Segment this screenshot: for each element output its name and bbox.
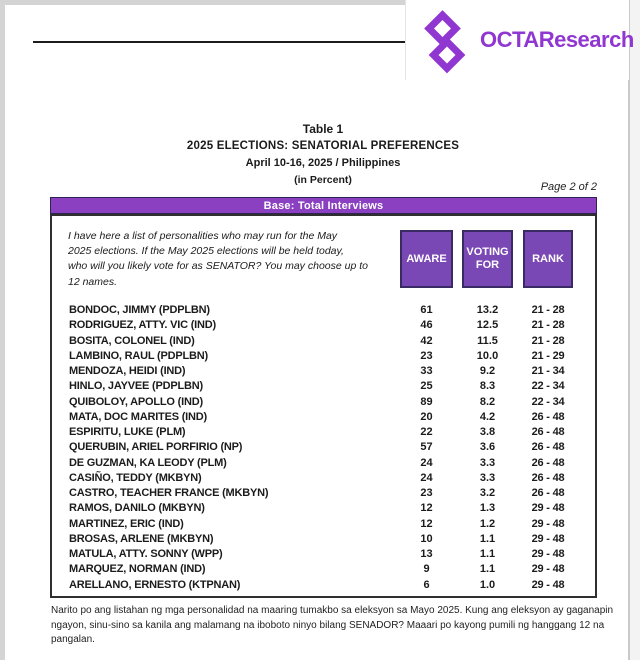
question-line: I have here a list of personalities who may run for the May — [68, 230, 338, 242]
rank-value: 29 - 48 — [531, 563, 565, 576]
base-total-interviews-bar — [50, 197, 597, 214]
rank-value: 29 - 48 — [531, 532, 565, 545]
octa-research-logo — [405, 0, 634, 80]
column-header-voting-for — [462, 230, 513, 288]
aware-value: 25 — [420, 380, 433, 393]
table-row — [52, 334, 595, 349]
aware-value: 9 — [423, 563, 430, 576]
rank-value: 29 - 48 — [531, 502, 565, 515]
candidate-name: MATULA, ATTY. SONNY (WPP) — [69, 548, 223, 560]
voting-for-value: 4.2 — [479, 410, 496, 423]
candidate-name: MARTINEZ, ERIC (IND) — [69, 517, 184, 530]
rank-value: 26 - 48 — [531, 441, 565, 454]
rank-value: 21 - 28 — [531, 334, 565, 347]
aware-value: 10 — [420, 532, 433, 545]
candidate-name: CASTRO, TEACHER FRANCE (MKBYN) — [69, 487, 269, 499]
voting-for-value: 3.6 — [479, 441, 496, 454]
rank-value: 22 - 34 — [531, 395, 565, 408]
candidate-name: QUERUBIN, ARIEL PORFIRIO (NP) — [69, 441, 243, 454]
table-row — [52, 578, 595, 593]
table-row — [52, 410, 595, 425]
aware-value: 23 — [420, 487, 433, 499]
candidate-name: BROSAS, ARLENE (MKBYN) — [69, 532, 214, 545]
candidate-name: MENDOZA, HEIDI (IND) — [69, 365, 186, 377]
footnote-line: ngayon, sinu-sino sa kanila ang malamang na iboboto ninyo bilang SENADOR? Maaari po kayong pumili ng hanggang 12 na — [51, 619, 605, 631]
table-row — [52, 349, 595, 364]
voting-for-value: 1.1 — [479, 563, 496, 576]
page-edge-left — [0, 0, 5, 660]
table-row — [52, 364, 595, 379]
footnote-line: Narito po ang listahan ng mga personalidad na maaring tumakbo sa eleksyon sa Mayo 2025. Kung ang eleksyon ay gaganapin — [51, 605, 614, 616]
candidate-name: RODRIGUEZ, ATTY. VIC (IND) — [69, 319, 216, 332]
table-row — [52, 547, 595, 562]
rank-value: 21 - 29 — [531, 349, 565, 362]
voting-for-value: 12.5 — [476, 319, 499, 332]
preferences-table — [50, 214, 597, 598]
title-block — [0, 122, 640, 186]
table-row — [52, 517, 595, 532]
rank-value: 29 - 48 — [531, 517, 565, 530]
rank-value: 26 - 48 — [531, 487, 565, 499]
voting-for-value: 3.3 — [479, 456, 496, 469]
footnote-line: pangalan. — [51, 634, 95, 646]
aware-value: 24 — [420, 471, 433, 484]
voting-for-value: 3.3 — [479, 471, 496, 484]
table-row — [52, 303, 595, 318]
rank-value: 26 - 48 — [531, 456, 565, 469]
candidate-name: MATA, DOC MARITES (IND) — [69, 410, 207, 423]
aware-value: 22 — [420, 426, 433, 438]
rank-value: 21 - 34 — [531, 365, 565, 377]
table-rows — [52, 303, 595, 593]
aware-value: 13 — [420, 548, 433, 560]
octa-diamonds-icon — [420, 4, 474, 76]
header-rule — [33, 41, 420, 43]
voting-for-value: 1.1 — [479, 532, 496, 545]
aware-value: 6 — [423, 578, 430, 591]
voting-for-value: 10.0 — [476, 349, 499, 362]
candidate-name: BONDOC, JIMMY (PDPLBN) — [69, 304, 210, 316]
column-header-label: VOTING FOR — [466, 246, 509, 271]
aware-value: 12 — [420, 517, 433, 530]
column-header-label: AWARE — [406, 252, 447, 265]
candidate-name: BOSITA, COLONEL (IND) — [69, 334, 195, 347]
aware-value: 33 — [420, 365, 433, 377]
candidate-name: DE GUZMAN, KA LEODY (PLM) — [69, 456, 227, 469]
voting-for-value: 8.3 — [479, 380, 496, 393]
voting-for-value: 3.8 — [479, 426, 496, 438]
aware-value: 12 — [420, 502, 433, 515]
rank-value: 26 - 48 — [531, 410, 565, 423]
survey-question — [68, 229, 368, 290]
table-title: 2025 ELECTIONS: SENATORIAL PREFERENCES — [186, 140, 460, 152]
question-line: 2025 elections. If the May 2025 elections will be held today, — [68, 245, 344, 258]
table-row — [52, 501, 595, 516]
column-header-rank — [523, 230, 573, 288]
rank-value: 21 - 28 — [531, 304, 565, 316]
candidate-name: ESPIRITU, LUKE (PLM) — [69, 426, 186, 438]
question-line: 12 names. — [68, 275, 118, 288]
column-header-label: RANK — [532, 252, 564, 265]
aware-value: 46 — [420, 319, 433, 332]
candidate-name: ARELLANO, ERNESTO (KTPNAN) — [69, 578, 241, 591]
candidate-name: CASIÑO, TEDDY (MKBYN) — [69, 471, 202, 484]
candidate-name: HINLO, JAYVEE (PDPLBN) — [69, 380, 203, 393]
base-bar-label: Base: Total Interviews — [263, 199, 384, 212]
candidate-name: LAMBINO, RAUL (PDPLBN) — [69, 349, 208, 362]
rank-value: 29 - 48 — [531, 548, 565, 560]
footnote — [51, 604, 636, 648]
table-number: Table 1 — [302, 122, 344, 136]
aware-value: 61 — [420, 304, 433, 316]
candidate-name: RAMOS, DANILO (MKBYN) — [69, 502, 205, 515]
table-row — [52, 318, 595, 333]
table-row — [52, 562, 595, 577]
aware-value: 57 — [420, 441, 433, 454]
voting-for-value: 13.2 — [476, 304, 499, 316]
page-edge-right-margin — [630, 0, 640, 660]
question-line: who will you likely vote for as SENATOR? You may choose up to — [68, 260, 368, 273]
rank-value: 26 - 48 — [531, 471, 565, 484]
aware-value: 42 — [420, 334, 433, 347]
aware-value: 23 — [420, 349, 433, 362]
voting-for-value: 3.2 — [479, 487, 496, 499]
table-row — [52, 440, 595, 455]
voting-for-value: 8.2 — [479, 395, 496, 408]
table-row — [52, 532, 595, 547]
candidate-name: QUIBOLOY, APOLLO (IND) — [69, 395, 203, 408]
rank-value: 29 - 48 — [531, 578, 565, 591]
table-row — [52, 379, 595, 394]
table-row — [52, 471, 595, 486]
voting-for-value: 1.3 — [479, 502, 496, 515]
page-number-label: Page 2 of 2 — [540, 181, 597, 193]
voting-for-value: 1.2 — [479, 517, 496, 530]
page-edge-top — [0, 0, 406, 5]
table-row — [52, 395, 595, 410]
candidate-name: MARQUEZ, NORMAN (IND) — [69, 563, 206, 576]
table-row — [52, 486, 595, 501]
table-row — [52, 425, 595, 440]
table-row — [52, 456, 595, 471]
aware-value: 24 — [420, 456, 433, 469]
voting-for-value: 1.0 — [479, 578, 496, 591]
logo-wordmark: OCTAResearch — [480, 27, 634, 52]
table-unit: (in Percent) — [294, 174, 352, 186]
rank-value: 22 - 34 — [531, 380, 565, 393]
voting-for-value: 1.1 — [479, 548, 496, 560]
rank-value: 26 - 48 — [531, 426, 565, 438]
aware-value: 20 — [420, 410, 433, 423]
voting-for-value: 9.2 — [479, 365, 496, 377]
voting-for-value: 11.5 — [477, 334, 498, 347]
column-header-aware — [400, 230, 453, 288]
table-date-place: April 10-16, 2025 / Philippines — [245, 157, 401, 169]
rank-value: 21 - 28 — [531, 319, 565, 332]
aware-value: 89 — [420, 395, 433, 408]
